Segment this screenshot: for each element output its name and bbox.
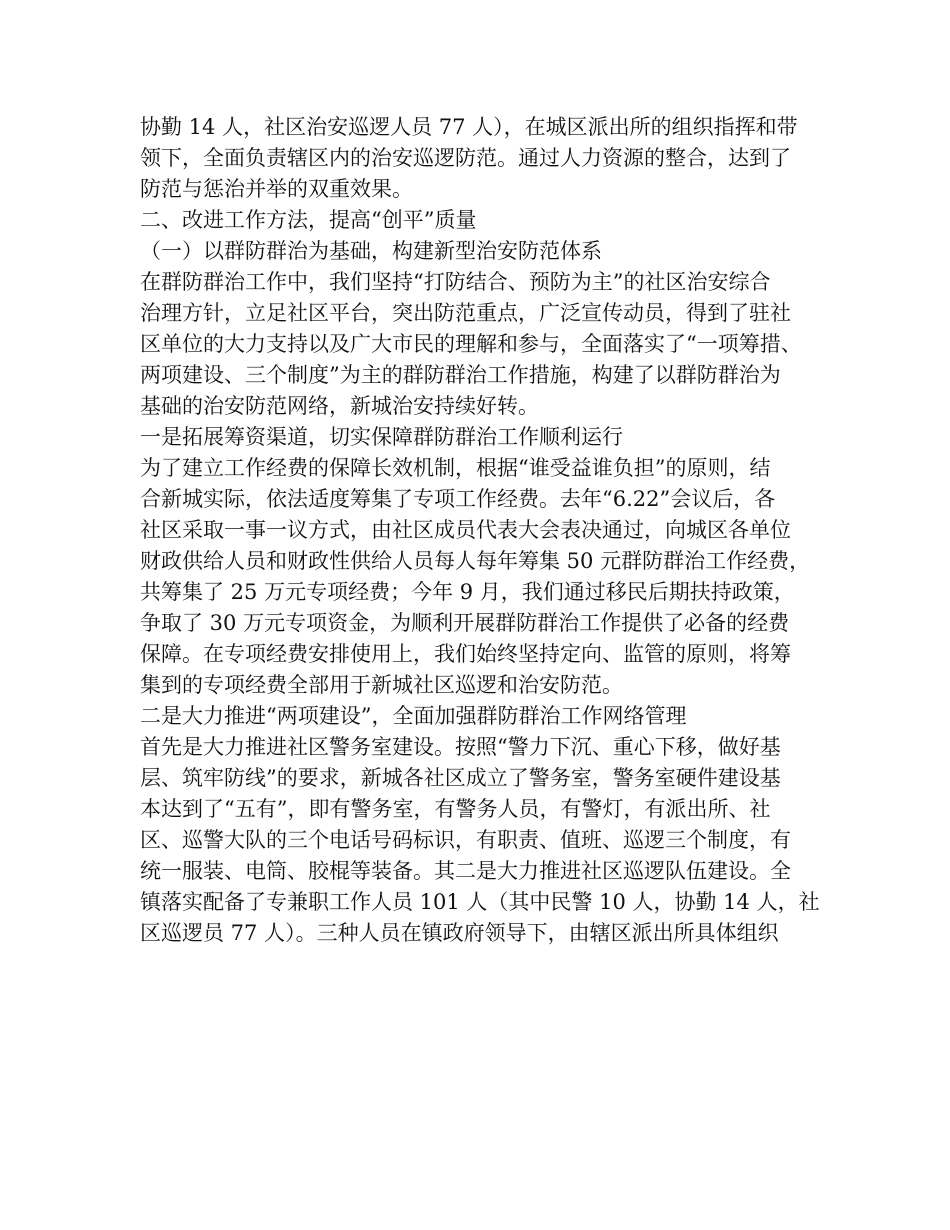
- text-line: 首先是大力推进社区警务室建设。按照“警力下沉、重心下移，做好基: [140, 735, 781, 759]
- text-line: 领下，全面负责辖区内的治安巡逻防范。通过人力资源的整合，达到了: [140, 146, 791, 170]
- text-line: 合新城实际，依法适度筹集了专项工作经费。去年“6.22”会议后，各: [140, 487, 776, 511]
- text-line: 为了建立工作经费的保障长效机制，根据“谁受益谁负担”的原则，结: [140, 456, 771, 480]
- text-line: 统一服装、电筒、胶棍等装备。其二是大力推进社区巡逻队伍建设。全: [140, 859, 791, 883]
- text-line: 集到的专项经费全部用于新城社区巡逻和治安防范。: [140, 673, 623, 697]
- document-body: [140, 112, 830, 949]
- text-line: 两项建设、三个制度”为主的群防群治工作措施，构建了以群防群治为: [140, 363, 781, 387]
- text-line: 社区采取一事一议方式，由社区成员代表大会表决通过，向城区各单位: [140, 518, 791, 542]
- subsection-heading: （一）以群防群治为基础，构建新型治安防范体系: [140, 239, 602, 263]
- text-line: 财政供给人员和财政性供给人员每人每年筹集 50 元群防群治工作经费，: [140, 549, 811, 573]
- item-heading: 一是拓展筹资渠道，切实保障群防群治工作顺利运行: [140, 425, 623, 449]
- text-line: 本达到了“五有”，即有警务室，有警务人员，有警灯，有派出所、社: [140, 797, 771, 821]
- text-line: 治理方针，立足社区平台，突出防范重点，广泛宣传动员，得到了驻社: [140, 301, 791, 325]
- text-line: 镇落实配备了专兼职工作人员 101 人（其中民警 10 人，协勤 14 人，社: [140, 890, 820, 914]
- section-heading: 二、改进工作方法，提高“创平”质量: [140, 208, 477, 232]
- text-line: 层、筑牢防线”的要求，新城各社区成立了警务室，警务室硬件建设基: [140, 766, 781, 790]
- text-line: 区巡逻员 77 人）。三种人员在镇政府领导下，由辖区派出所具体组织: [140, 921, 779, 945]
- text-line: 区、巡警大队的三个电话号码标识，有职责、值班、巡逻三个制度，有: [140, 828, 791, 852]
- item-heading: 二是大力推进“两项建设”，全面加强群防群治工作网络管理: [140, 704, 687, 728]
- text-line: 争取了 30 万元专项资金，为顺利开展群防群治工作提供了必备的经费: [140, 611, 790, 635]
- text-line: 保障。在专项经费安排使用上，我们始终坚持定向、监管的原则，将筹: [140, 642, 791, 666]
- text-line: 在群防群治工作中，我们坚持“打防结合、预防为主”的社区治安综合: [140, 270, 771, 294]
- text-line: 防范与惩治并举的双重效果。: [140, 177, 413, 201]
- text-line: 共筹集了 25 万元专项经费；今年 9 月，我们通过移民后期扶持政策，: [140, 580, 795, 604]
- text-line: 区单位的大力支持以及广大市民的理解和参与，全面落实了“一项筹措、: [140, 332, 802, 356]
- text-line: 基础的治安防范网络，新城治安持续好转。: [140, 394, 539, 418]
- text-line: 协勤 14 人，社区治安巡逻人员 77 人），在城区派出所的组织指挥和带: [140, 115, 798, 139]
